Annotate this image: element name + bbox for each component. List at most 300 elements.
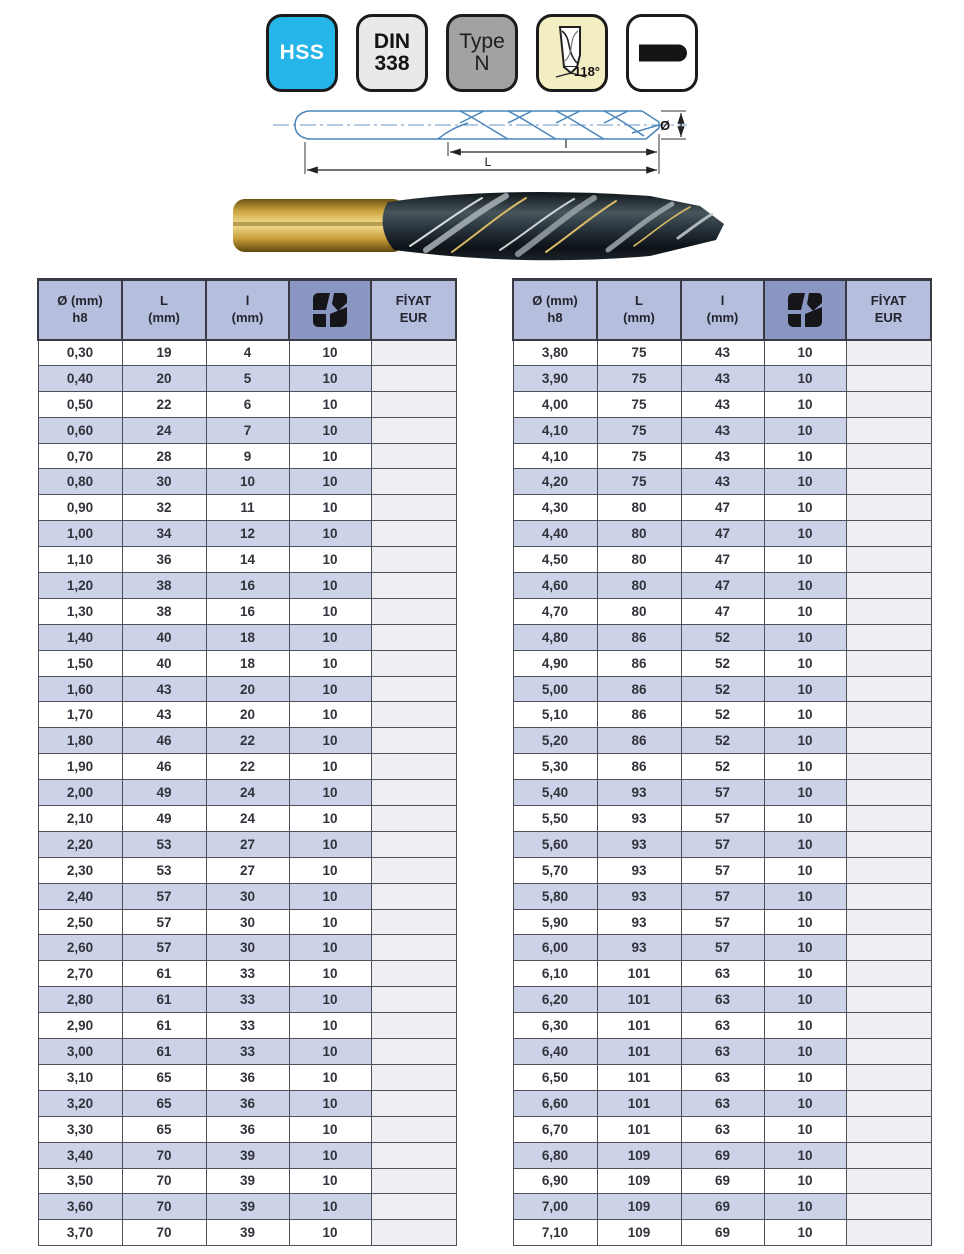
table-row	[513, 1039, 931, 1065]
cell-total-length: 53	[122, 857, 206, 883]
cell-diameter: 6,90	[513, 1168, 597, 1194]
cell-diameter: 3,80	[513, 340, 597, 366]
cell-flute-length: 52	[681, 676, 764, 702]
cell-diameter: 0,60	[38, 417, 122, 443]
cell-total-length: 80	[597, 573, 681, 599]
cell-flute-length: 63	[681, 1116, 764, 1142]
table-row	[38, 547, 456, 573]
cell-price	[846, 987, 931, 1013]
cell-flute-length: 36	[206, 1064, 289, 1090]
cell-flute-length: 18	[206, 624, 289, 650]
cell-pack-qty: 10	[764, 1064, 846, 1090]
cell-diameter: 4,10	[513, 443, 597, 469]
cell-flute-length: 39	[206, 1142, 289, 1168]
cell-total-length: 75	[597, 469, 681, 495]
cell-price	[371, 1039, 456, 1065]
cell-price	[371, 340, 456, 366]
cell-diameter: 5,40	[513, 780, 597, 806]
cell-flute-length: 63	[681, 1013, 764, 1039]
cell-pack-qty: 10	[764, 728, 846, 754]
cell-price	[371, 391, 456, 417]
table-row	[38, 857, 456, 883]
cell-diameter: 5,90	[513, 909, 597, 935]
cell-price	[846, 391, 931, 417]
cell-price	[371, 469, 456, 495]
cell-diameter: 1,00	[38, 521, 122, 547]
cell-total-length: 24	[122, 417, 206, 443]
cell-flute-length: 47	[681, 598, 764, 624]
hss-material-badge	[266, 14, 338, 92]
cell-flute-length: 63	[681, 1090, 764, 1116]
cell-total-length: 38	[122, 573, 206, 599]
cell-flute-length: 47	[681, 495, 764, 521]
cell-pack-qty: 10	[289, 1142, 371, 1168]
cell-price	[371, 987, 456, 1013]
total-length-column-header: L (mm)	[597, 280, 681, 340]
cell-total-length: 93	[597, 806, 681, 832]
cell-flute-length: 43	[681, 391, 764, 417]
cell-price	[846, 754, 931, 780]
cell-pack-qty: 10	[289, 728, 371, 754]
table-row	[513, 1013, 931, 1039]
cell-flute-length: 39	[206, 1220, 289, 1246]
table-row	[38, 1168, 456, 1194]
cell-total-length: 80	[597, 521, 681, 547]
cell-flute-length: 43	[681, 443, 764, 469]
cell-flute-length: 63	[681, 961, 764, 987]
cell-diameter: 2,30	[38, 857, 122, 883]
cell-price	[371, 702, 456, 728]
cell-total-length: 86	[597, 754, 681, 780]
table-row	[513, 702, 931, 728]
cell-total-length: 20	[122, 365, 206, 391]
cell-price	[846, 573, 931, 599]
cell-diameter: 6,50	[513, 1064, 597, 1090]
cell-pack-qty: 10	[764, 340, 846, 366]
cell-price	[371, 495, 456, 521]
cell-price	[846, 1064, 931, 1090]
cell-pack-qty: 10	[289, 1116, 371, 1142]
cell-price	[371, 857, 456, 883]
cell-price	[846, 521, 931, 547]
table-row	[513, 417, 931, 443]
cell-flute-length: 69	[681, 1194, 764, 1220]
table-row	[513, 728, 931, 754]
cell-total-length: 46	[122, 728, 206, 754]
cell-price	[846, 1090, 931, 1116]
cell-pack-qty: 10	[764, 573, 846, 599]
cell-flute-length: 39	[206, 1168, 289, 1194]
cell-pack-qty: 10	[289, 935, 371, 961]
cell-diameter: 4,40	[513, 521, 597, 547]
cell-pack-qty: 10	[764, 521, 846, 547]
cell-flute-length: 14	[206, 547, 289, 573]
cell-price	[846, 883, 931, 909]
cell-pack-qty: 10	[764, 754, 846, 780]
point-angle-label: 118°	[573, 64, 600, 80]
cell-total-length: 70	[122, 1194, 206, 1220]
cell-total-length: 101	[597, 1064, 681, 1090]
table-row	[38, 754, 456, 780]
type-n-badge	[446, 14, 518, 92]
cell-diameter: 5,50	[513, 806, 597, 832]
attribute-badges	[266, 14, 698, 92]
table-row	[38, 624, 456, 650]
cell-flute-length: 63	[681, 987, 764, 1013]
cell-diameter: 3,40	[38, 1142, 122, 1168]
cell-flute-length: 27	[206, 831, 289, 857]
cell-pack-qty: 10	[289, 340, 371, 366]
cell-price	[846, 1142, 931, 1168]
cell-price	[371, 806, 456, 832]
cell-flute-length: 6	[206, 391, 289, 417]
cell-pack-qty: 10	[289, 598, 371, 624]
table-row	[38, 961, 456, 987]
cell-flute-length: 57	[681, 831, 764, 857]
cell-diameter: 0,90	[38, 495, 122, 521]
cell-total-length: 86	[597, 728, 681, 754]
cell-flute-length: 30	[206, 883, 289, 909]
cell-diameter: 5,10	[513, 702, 597, 728]
cell-pack-qty: 10	[764, 417, 846, 443]
cell-price	[846, 1168, 931, 1194]
cell-flute-length: 27	[206, 857, 289, 883]
cell-diameter: 4,10	[513, 417, 597, 443]
cell-pack-qty: 10	[289, 883, 371, 909]
cell-flute-length: 43	[681, 417, 764, 443]
cell-flute-length: 47	[681, 521, 764, 547]
cell-total-length: 28	[122, 443, 206, 469]
cell-price	[371, 365, 456, 391]
cell-flute-length: 20	[206, 702, 289, 728]
cell-price	[846, 340, 931, 366]
cell-diameter: 2,50	[38, 909, 122, 935]
extension-lines	[305, 111, 686, 174]
table-row	[513, 806, 931, 832]
table-row	[513, 831, 931, 857]
cell-flute-length: 30	[206, 909, 289, 935]
cell-flute-length: 18	[206, 650, 289, 676]
table-row	[38, 443, 456, 469]
cell-diameter: 4,60	[513, 573, 597, 599]
table-row	[513, 340, 931, 366]
cell-pack-qty: 10	[289, 521, 371, 547]
cell-diameter: 4,70	[513, 598, 597, 624]
table-row	[513, 1220, 931, 1246]
cell-flute-length: 63	[681, 1039, 764, 1065]
cell-price	[846, 469, 931, 495]
table-row	[38, 1064, 456, 1090]
cell-diameter: 2,60	[38, 935, 122, 961]
cell-flute-length: 22	[206, 728, 289, 754]
cell-price	[371, 1013, 456, 1039]
cell-diameter: 6,20	[513, 987, 597, 1013]
cell-pack-qty: 10	[289, 547, 371, 573]
table-row	[38, 521, 456, 547]
cell-flute-length: 57	[681, 857, 764, 883]
cell-flute-length: 52	[681, 702, 764, 728]
cell-flute-length: 36	[206, 1090, 289, 1116]
table-row	[38, 1142, 456, 1168]
cell-pack-qty: 10	[764, 1220, 846, 1246]
cell-total-length: 40	[122, 650, 206, 676]
table-row	[513, 961, 931, 987]
table-row	[38, 987, 456, 1013]
cell-total-length: 101	[597, 987, 681, 1013]
type-label-line2: N	[474, 52, 490, 75]
cell-pack-qty: 10	[764, 857, 846, 883]
cell-total-length: 93	[597, 780, 681, 806]
cell-total-length: 43	[122, 702, 206, 728]
cell-total-length: 38	[122, 598, 206, 624]
table-row	[38, 391, 456, 417]
cell-price	[846, 780, 931, 806]
cell-price	[371, 521, 456, 547]
table-row	[38, 909, 456, 935]
table-row	[513, 365, 931, 391]
cell-flute-length: 47	[681, 573, 764, 599]
cell-pack-qty: 10	[764, 495, 846, 521]
cell-flute-length: 69	[681, 1142, 764, 1168]
cell-total-length: 46	[122, 754, 206, 780]
cell-diameter: 2,40	[38, 883, 122, 909]
cell-price	[371, 1142, 456, 1168]
cell-pack-qty: 10	[289, 391, 371, 417]
table-row	[513, 1064, 931, 1090]
cell-diameter: 5,60	[513, 831, 597, 857]
cell-diameter: 0,50	[38, 391, 122, 417]
table-row	[513, 857, 931, 883]
table-row	[38, 1090, 456, 1116]
cell-price	[371, 909, 456, 935]
cell-diameter: 4,30	[513, 495, 597, 521]
table-row	[38, 1039, 456, 1065]
cell-pack-qty: 10	[289, 1039, 371, 1065]
table-row	[38, 728, 456, 754]
cell-diameter: 5,30	[513, 754, 597, 780]
cell-pack-qty: 10	[289, 417, 371, 443]
cell-price	[846, 1194, 931, 1220]
cell-flute-length: 63	[681, 1064, 764, 1090]
cell-flute-length: 7	[206, 417, 289, 443]
cell-pack-qty: 10	[764, 806, 846, 832]
cell-pack-qty: 10	[289, 780, 371, 806]
cell-diameter: 6,40	[513, 1039, 597, 1065]
cell-pack-qty: 10	[764, 391, 846, 417]
table-row	[38, 417, 456, 443]
cell-pack-qty: 10	[289, 365, 371, 391]
cell-diameter: 7,10	[513, 1220, 597, 1246]
cell-diameter: 0,70	[38, 443, 122, 469]
table-row	[38, 598, 456, 624]
cell-pack-qty: 10	[764, 1194, 846, 1220]
cell-total-length: 109	[597, 1168, 681, 1194]
cell-price	[371, 443, 456, 469]
cell-pack-qty: 10	[289, 857, 371, 883]
cell-price	[846, 1116, 931, 1142]
cell-flute-length: 69	[681, 1220, 764, 1246]
cell-total-length: 86	[597, 702, 681, 728]
table-row	[513, 935, 931, 961]
cell-total-length: 101	[597, 1090, 681, 1116]
cell-flute-length: 11	[206, 495, 289, 521]
table-row	[38, 831, 456, 857]
table-row	[513, 391, 931, 417]
cell-total-length: 101	[597, 1116, 681, 1142]
cell-pack-qty: 10	[764, 1090, 846, 1116]
cell-diameter: 4,00	[513, 391, 597, 417]
table-row	[38, 469, 456, 495]
cell-total-length: 61	[122, 1039, 206, 1065]
cell-total-length: 93	[597, 883, 681, 909]
cell-diameter: 6,00	[513, 935, 597, 961]
cell-total-length: 61	[122, 1013, 206, 1039]
cell-total-length: 53	[122, 831, 206, 857]
cell-diameter: 3,90	[513, 365, 597, 391]
diameter-column-header: Ø (mm) h8	[38, 280, 122, 340]
cell-flute-length: 43	[681, 469, 764, 495]
cell-pack-qty: 10	[764, 935, 846, 961]
cell-total-length: 22	[122, 391, 206, 417]
cell-pack-qty: 10	[764, 676, 846, 702]
table-row	[513, 495, 931, 521]
cell-flute-length: 5	[206, 365, 289, 391]
cell-pack-qty: 10	[764, 650, 846, 676]
table-row	[38, 1220, 456, 1246]
cell-flute-length: 33	[206, 1013, 289, 1039]
cell-price	[371, 883, 456, 909]
cell-flute-length: 69	[681, 1168, 764, 1194]
cell-total-length: 93	[597, 935, 681, 961]
cell-pack-qty: 10	[289, 754, 371, 780]
table-row	[38, 1194, 456, 1220]
cell-pack-qty: 10	[289, 1194, 371, 1220]
cell-diameter: 5,80	[513, 883, 597, 909]
cell-diameter: 1,50	[38, 650, 122, 676]
cell-pack-qty: 10	[764, 961, 846, 987]
cell-diameter: 2,20	[38, 831, 122, 857]
din-label-line1: DIN	[373, 29, 411, 53]
cell-price	[371, 754, 456, 780]
cell-diameter: 4,50	[513, 547, 597, 573]
cell-flute-length: 57	[681, 780, 764, 806]
cell-total-length: 19	[122, 340, 206, 366]
cell-total-length: 75	[597, 365, 681, 391]
hss-label: HSS	[279, 40, 325, 64]
table-row	[513, 650, 931, 676]
table-row	[513, 573, 931, 599]
cell-pack-qty: 10	[764, 780, 846, 806]
cell-diameter: 3,30	[38, 1116, 122, 1142]
cell-pack-qty: 10	[764, 1013, 846, 1039]
cell-price	[371, 624, 456, 650]
cell-price	[371, 1064, 456, 1090]
cell-price	[371, 676, 456, 702]
cell-pack-qty: 10	[764, 469, 846, 495]
table-row	[38, 573, 456, 599]
cell-diameter: 1,40	[38, 624, 122, 650]
cell-total-length: 65	[122, 1090, 206, 1116]
table-row	[38, 1116, 456, 1142]
table-row	[513, 1194, 931, 1220]
cell-flute-length: 43	[681, 365, 764, 391]
din-label-line2: 338	[374, 52, 410, 75]
cell-price	[846, 857, 931, 883]
total-length-column-header: L (mm)	[122, 280, 206, 340]
cell-price	[846, 417, 931, 443]
cell-flute-length: 57	[681, 883, 764, 909]
cell-diameter: 2,00	[38, 780, 122, 806]
cell-price	[371, 1194, 456, 1220]
cell-diameter: 5,70	[513, 857, 597, 883]
cell-price	[371, 1168, 456, 1194]
cell-flute-length: 9	[206, 443, 289, 469]
cell-price	[846, 650, 931, 676]
cell-flute-length: 22	[206, 754, 289, 780]
cell-pack-qty: 10	[764, 702, 846, 728]
cell-pack-qty: 10	[289, 1168, 371, 1194]
table-row	[513, 598, 931, 624]
table-row	[38, 1013, 456, 1039]
cell-total-length: 61	[122, 987, 206, 1013]
cell-diameter: 3,20	[38, 1090, 122, 1116]
cell-price	[371, 547, 456, 573]
cell-pack-qty: 10	[289, 806, 371, 832]
cell-pack-qty: 10	[764, 1142, 846, 1168]
cell-pack-qty: 10	[289, 443, 371, 469]
cell-pack-qty: 10	[764, 598, 846, 624]
table-row	[513, 443, 931, 469]
cell-total-length: 57	[122, 909, 206, 935]
cell-total-length: 93	[597, 831, 681, 857]
cell-flute-length: 24	[206, 806, 289, 832]
cell-pack-qty: 10	[764, 831, 846, 857]
product-photo	[230, 186, 730, 266]
cell-total-length: 49	[122, 806, 206, 832]
cell-pack-qty: 10	[764, 1039, 846, 1065]
table-row	[513, 547, 931, 573]
table-row	[38, 780, 456, 806]
cell-pack-qty: 10	[289, 624, 371, 650]
cell-total-length: 57	[122, 883, 206, 909]
cell-price	[846, 831, 931, 857]
cell-flute-length: 16	[206, 598, 289, 624]
cell-price	[846, 909, 931, 935]
table-row	[513, 1142, 931, 1168]
table-header-row	[513, 280, 931, 340]
cell-price	[371, 961, 456, 987]
cell-total-length: 101	[597, 961, 681, 987]
cell-total-length: 101	[597, 1013, 681, 1039]
cell-flute-length: 10	[206, 469, 289, 495]
cell-diameter: 1,10	[38, 547, 122, 573]
cell-diameter: 1,80	[38, 728, 122, 754]
cell-total-length: 34	[122, 521, 206, 547]
cell-price	[846, 961, 931, 987]
cell-pack-qty: 10	[764, 883, 846, 909]
cell-flute-length: 47	[681, 547, 764, 573]
table-row	[513, 909, 931, 935]
price-column-header: FİYAT EUR	[846, 280, 931, 340]
table-row	[38, 495, 456, 521]
cell-total-length: 93	[597, 857, 681, 883]
cell-diameter: 7,00	[513, 1194, 597, 1220]
shank-bar-icon	[639, 45, 687, 62]
cell-price	[371, 573, 456, 599]
cell-pack-qty: 10	[764, 909, 846, 935]
cell-diameter: 2,90	[38, 1013, 122, 1039]
cell-pack-qty: 10	[764, 365, 846, 391]
